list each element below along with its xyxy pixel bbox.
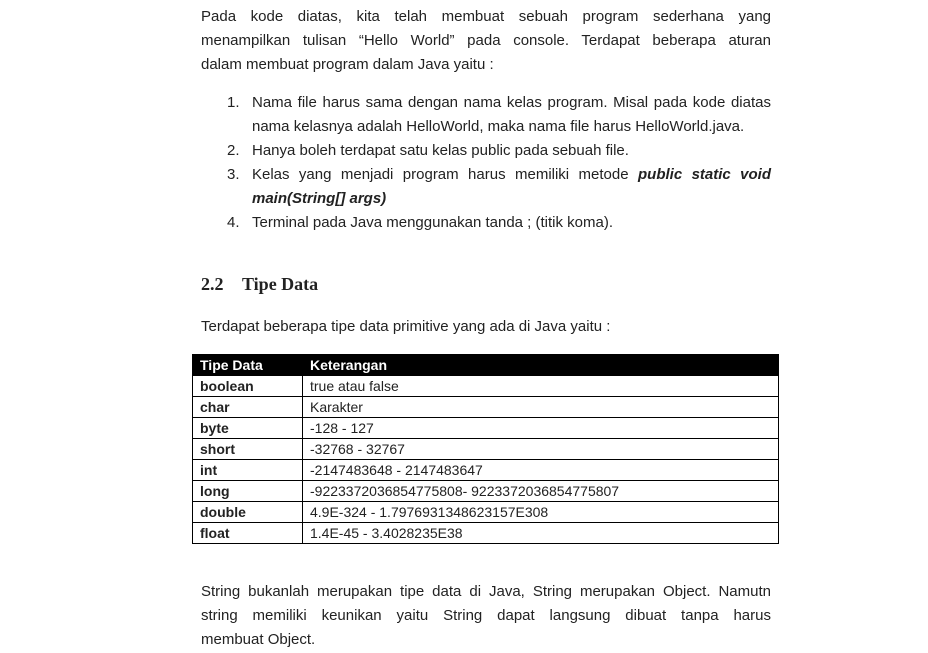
closing-line-1: String bukanlah merupakan tipe data di Java, String merupakan Object. Namutn: [201, 583, 771, 600]
rule-number: 2.: [227, 142, 240, 159]
header-tipe-data: Tipe Data: [193, 355, 303, 376]
rule-text: Kelas yang menjadi program harus memiliki metode: [252, 166, 638, 183]
table-row: [193, 397, 779, 418]
rule-text: Terminal pada Java menggunakan tanda ; (titik koma).: [252, 214, 614, 231]
type-name: byte: [193, 418, 303, 439]
type-name: boolean: [193, 376, 303, 397]
type-name: long: [193, 481, 303, 502]
type-name: short: [193, 439, 303, 460]
rule-number: 4.: [227, 214, 240, 231]
rule-text: Nama file harus sama dengan nama kelas program. Misal pada kode diatas nama kelasnya adalah HelloWorld, maka nama file harus HelloWorld.java.: [252, 94, 771, 135]
table-row: [193, 481, 779, 502]
section-number: 2.2: [201, 274, 224, 294]
rule-item-4: [227, 211, 771, 235]
rule-number: 3.: [227, 166, 240, 183]
type-name: int: [193, 460, 303, 481]
type-range: true atau false: [303, 376, 779, 397]
intro-line-3: dalam membuat program dalam Java yaitu :: [201, 56, 494, 73]
table-row: [193, 523, 779, 544]
type-range: -32768 - 32767: [303, 439, 779, 460]
rules-list: [227, 91, 771, 235]
type-name: float: [193, 523, 303, 544]
header-keterangan: Keterangan: [303, 355, 779, 376]
table-header-row: [193, 355, 779, 376]
intro-line-1: Pada kode diatas, kita telah membuat sebuah program sederhana yang: [201, 8, 771, 25]
table-row: [193, 376, 779, 397]
type-range: -2147483648 - 2147483647: [303, 460, 779, 481]
section-title: Tipe Data: [242, 274, 319, 294]
rule-text: Hanya boleh terdapat satu kelas public pada sebuah file.: [252, 142, 629, 159]
table-row: [193, 460, 779, 481]
closing-line-2: string memiliki keunikan yaitu String dapat langsung dibuat tanpa harus: [201, 607, 771, 624]
table-row: [193, 439, 779, 460]
rule-item-1: [227, 91, 771, 139]
type-range: 1.4E-45 - 3.4028235E38: [303, 523, 779, 544]
closing-paragraph: [201, 580, 771, 652]
closing-line-3: membuat Object.: [201, 631, 316, 648]
type-range: 4.9E-324 - 1.7976931348623157E308: [303, 502, 779, 523]
type-range: -9223372036854775808- 9223372036854775807: [303, 481, 779, 502]
table-row: [193, 418, 779, 439]
intro-line-2: menampilkan tulisan “Hello World” pada console. Terdapat beberapa aturan: [201, 32, 771, 49]
rule-item-2: [227, 139, 771, 163]
table-intro: Terdapat beberapa tipe data primitive yang ada di Java yaitu :: [201, 318, 611, 335]
section-heading: [201, 274, 318, 295]
rule-number: 1.: [227, 94, 240, 111]
type-name: char: [193, 397, 303, 418]
type-range: Karakter: [303, 397, 779, 418]
type-range: -128 - 127: [303, 418, 779, 439]
type-name: double: [193, 502, 303, 523]
rule-code-signature: public static void main(String[] args): [252, 166, 771, 207]
intro-paragraph: [201, 5, 771, 77]
table-row: [193, 502, 779, 523]
data-types-table: [192, 354, 779, 544]
rule-item-3: [227, 163, 771, 211]
